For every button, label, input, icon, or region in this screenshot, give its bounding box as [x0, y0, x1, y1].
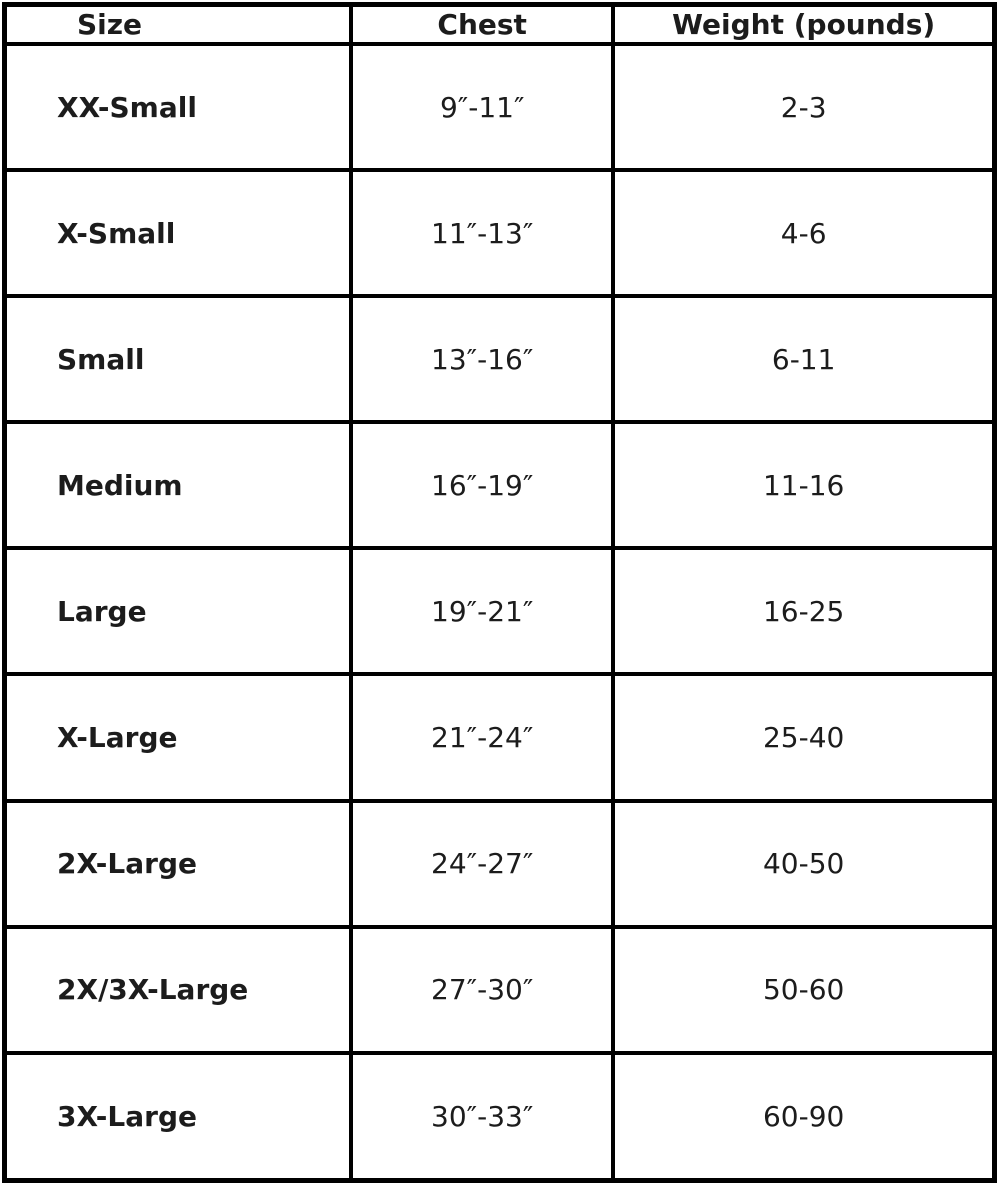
chest-cell: 30″-33″: [351, 1053, 613, 1181]
size-cell: 2X/3X-Large: [5, 927, 352, 1053]
size-cell: Large: [5, 548, 352, 674]
weight-cell: 60-90: [613, 1053, 994, 1181]
weight-cell: 40-50: [613, 801, 994, 927]
table-row: [5, 927, 995, 1053]
table-row: [5, 422, 995, 548]
weight-cell: 50-60: [613, 927, 994, 1053]
table-row: [5, 170, 995, 296]
table-header-row: [5, 5, 995, 45]
table-row: [5, 296, 995, 422]
weight-cell: 11-16: [613, 422, 994, 548]
weight-cell: 2-3: [613, 44, 994, 170]
header-cell-chest: Chest: [351, 5, 613, 45]
size-chart-table: [2, 2, 997, 1183]
weight-cell: 4-6: [613, 170, 994, 296]
table-row: [5, 674, 995, 800]
chest-cell: 11″-13″: [351, 170, 613, 296]
chest-cell: 13″-16″: [351, 296, 613, 422]
size-cell: 2X-Large: [5, 801, 352, 927]
size-cell: X-Large: [5, 674, 352, 800]
table-row: [5, 1053, 995, 1181]
header-cell-size: Size: [5, 5, 352, 45]
weight-cell: 25-40: [613, 674, 994, 800]
size-cell: X-Small: [5, 170, 352, 296]
chest-cell: 19″-21″: [351, 548, 613, 674]
weight-cell: 16-25: [613, 548, 994, 674]
chest-cell: 16″-19″: [351, 422, 613, 548]
table-row: [5, 548, 995, 674]
size-cell: Medium: [5, 422, 352, 548]
chest-cell: 9″-11″: [351, 44, 613, 170]
size-cell: XX-Small: [5, 44, 352, 170]
chest-cell: 24″-27″: [351, 801, 613, 927]
table-row: [5, 44, 995, 170]
weight-cell: 6-11: [613, 296, 994, 422]
size-cell: Small: [5, 296, 352, 422]
chest-cell: 27″-30″: [351, 927, 613, 1053]
table-row: [5, 801, 995, 927]
header-cell-weight: Weight (pounds): [613, 5, 994, 45]
chest-cell: 21″-24″: [351, 674, 613, 800]
size-cell: 3X-Large: [5, 1053, 352, 1181]
